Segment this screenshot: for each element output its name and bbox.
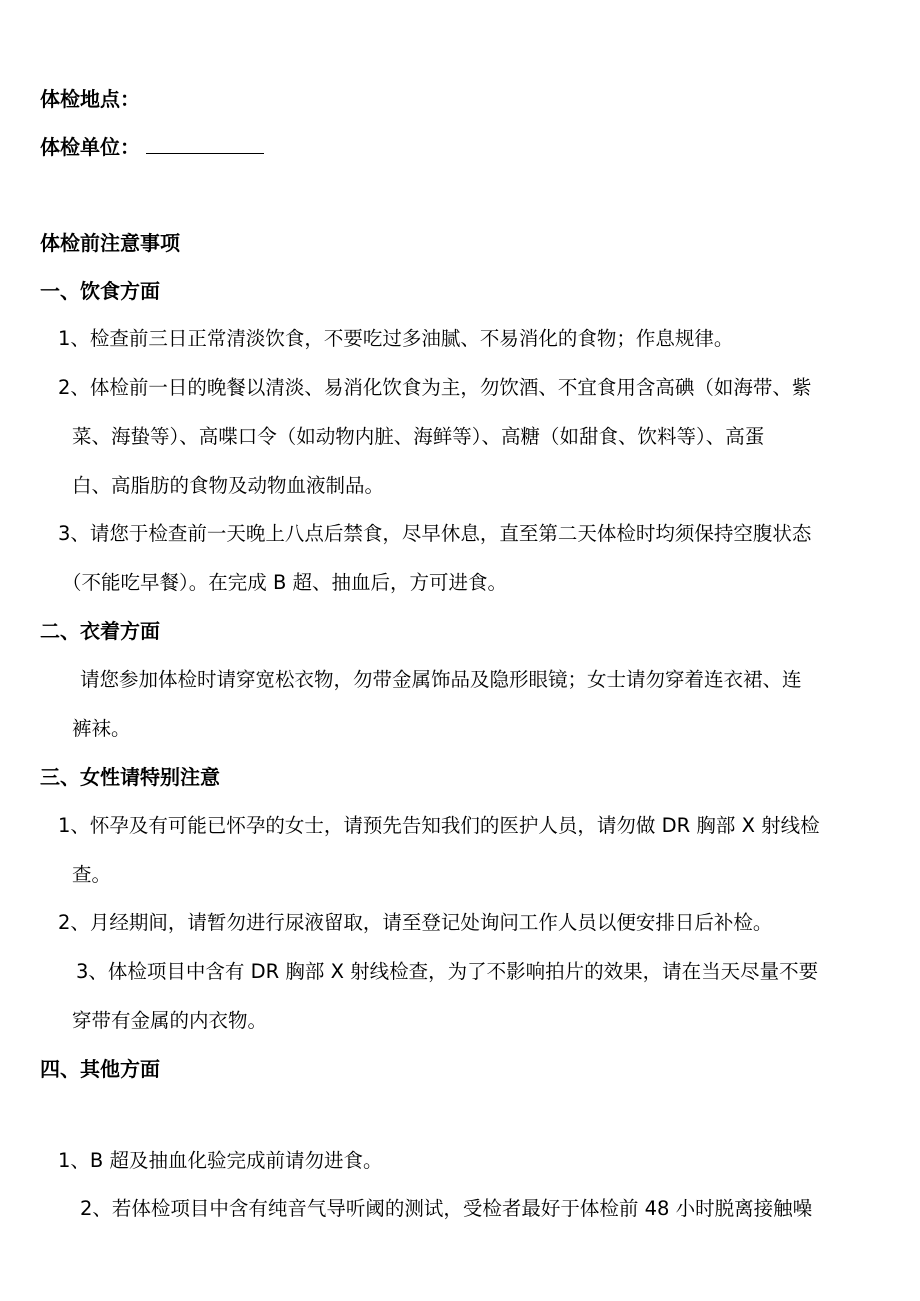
paragraph-line: 2、月经期间，请暂勿进行尿液留取，请至登记处询问工作人员以便安排日后补检。 — [58, 911, 773, 934]
section-heading-women: 三、女性请特别注意 — [40, 765, 220, 789]
paragraph-line: 1、怀孕及有可能已怀孕的女士，请预先告知我们的医护人员，请勿做 DR 胸部 X 射线检 — [58, 814, 820, 837]
paragraph-line: 1、检查前三日正常清淡饮食，不要吃过多油腻、不易消化的食物；作息规律。 — [58, 327, 734, 350]
section-heading-clothing: 二、衣着方面 — [40, 619, 160, 643]
unit-blank-line — [146, 135, 264, 154]
paragraph-line: （不能吃早餐）。在完成 B 超、抽血后，方可进食。 — [62, 571, 508, 594]
paragraph-line: 3、请您于检查前一天晚上八点后禁食，尽早休息，直至第二天体检时均须保持空腹状态 — [58, 522, 812, 545]
location-label: 体检地点： — [40, 87, 140, 111]
paragraph-line: 2、若体检项目中含有纯音气导听阈的测试，受检者最好于体检前 48 小时脱离接触噪 — [80, 1197, 813, 1220]
section-heading-other: 四、其他方面 — [40, 1057, 160, 1081]
page-title: 体检前注意事项 — [40, 231, 180, 255]
paragraph-line: 2、体检前一日的晚餐以清淡、易消化饮食为主，勿饮酒、不宜食用含高碘（如海带、紫 — [58, 376, 812, 399]
paragraph-line: 1、B 超及抽血化验完成前请勿进食。 — [58, 1149, 383, 1172]
paragraph-line: 请您参加体检时请穿宽松衣物，勿带金属饰品及隐形眼镜；女士请勿穿着连衣裙、连 — [80, 668, 802, 691]
paragraph-line: 白、高脂肪的食物及动物血液制品。 — [72, 474, 385, 497]
section-heading-diet: 一、饮食方面 — [40, 279, 160, 303]
unit-label: 体检单位： — [40, 135, 140, 159]
paragraph-line: 裤袜。 — [72, 717, 131, 740]
paragraph-line: 穿带有金属的内衣物。 — [72, 1009, 268, 1032]
paragraph-line: 3、体检项目中含有 DR 胸部 X 射线检查，为了不影响拍片的效果，请在当天尽量不要 — [76, 960, 819, 983]
paragraph-line: 菜、海蛰等）、高喋口令（如动物内脏、海鲜等）、高糖（如甜食、饮料等）、高蛋 — [72, 425, 765, 448]
paragraph-line: 查。 — [72, 863, 112, 886]
unit-row — [40, 134, 264, 160]
